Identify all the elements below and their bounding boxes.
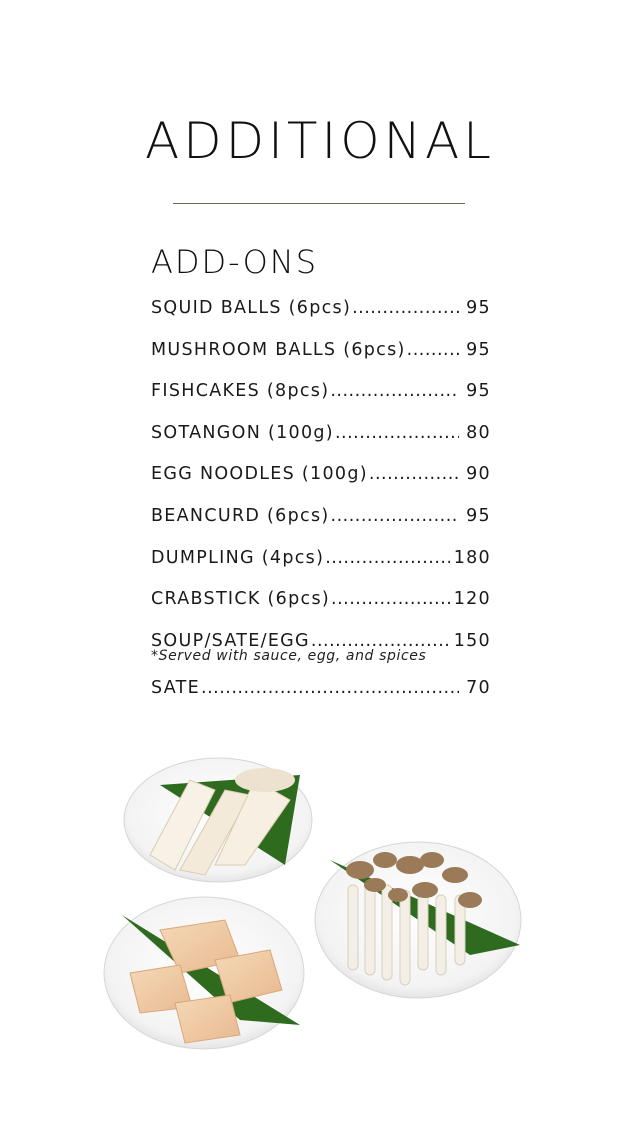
- shimeji-mushroom-plate-image: [315, 842, 521, 998]
- menu-item: [151, 298, 491, 340]
- leader-dots: [201, 678, 459, 698]
- leader-dots: [331, 506, 460, 526]
- item-price: 150: [453, 630, 491, 651]
- menu-item: [151, 340, 491, 382]
- item-name: SOUP/SATE/EGG: [151, 630, 310, 651]
- item-price: 80: [466, 422, 491, 443]
- item-price: 90: [466, 464, 491, 485]
- item-price: 95: [466, 298, 491, 318]
- menu-item: [151, 548, 491, 590]
- item-name: FISHCAKES (8pcs): [151, 381, 330, 402]
- leader-dots: [331, 589, 450, 609]
- item-name: SQUID BALLS (6pcs): [151, 298, 352, 318]
- king-oyster-mushroom-plate-image: [124, 758, 312, 882]
- item-name: SOTANGON (100g): [151, 422, 334, 443]
- leader-dots: [330, 381, 459, 401]
- menu-list: [151, 298, 491, 720]
- item-name: CRABSTICK (6pcs): [151, 589, 330, 610]
- food-photos: [0, 745, 640, 1075]
- item-note: *Served with sauce, egg, and spices: [151, 648, 427, 665]
- leader-dots: [407, 340, 459, 360]
- fried-tofu-plate-image: [104, 897, 304, 1049]
- leader-dots: [369, 464, 459, 484]
- item-price: 95: [466, 381, 491, 402]
- menu-item: [151, 464, 491, 506]
- item-price: 70: [466, 678, 491, 699]
- menu-item: [151, 678, 491, 720]
- menu-item: [151, 423, 491, 465]
- page-title: ADDITIONAL: [144, 112, 496, 170]
- menu-item: [151, 381, 491, 423]
- item-price: 95: [466, 505, 491, 526]
- section-title: ADD-ONS: [151, 243, 319, 281]
- item-price: 120: [453, 589, 491, 610]
- item-name: EGG NOODLES (100g): [151, 464, 368, 485]
- leader-dots: [325, 548, 449, 568]
- title-divider: [173, 203, 465, 204]
- item-name: BEANCURD (6pcs): [151, 505, 330, 526]
- item-name: DUMPLING (4pcs): [151, 547, 325, 568]
- leader-dots: [352, 298, 459, 318]
- menu-item: [151, 506, 491, 548]
- item-name: SATE: [151, 678, 200, 699]
- item-name: MUSHROOM BALLS (6pcs): [151, 339, 406, 360]
- menu-item: [151, 589, 491, 631]
- item-price: 95: [466, 339, 491, 360]
- leader-dots: [335, 423, 459, 443]
- item-price: 180: [453, 547, 491, 568]
